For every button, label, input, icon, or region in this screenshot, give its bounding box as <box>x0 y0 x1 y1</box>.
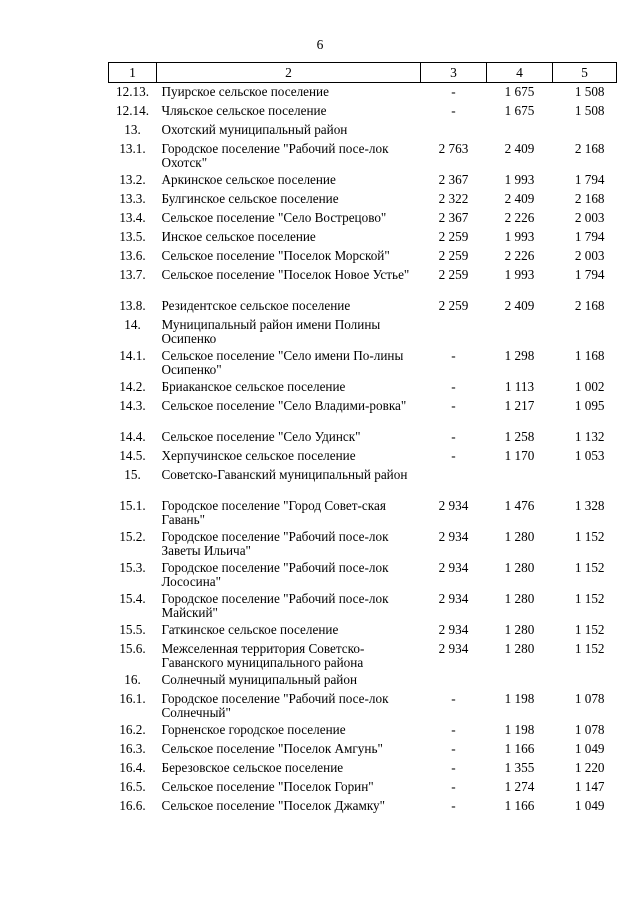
table-row <box>109 209 617 228</box>
row-col-4 <box>487 466 553 497</box>
table-row <box>109 797 617 816</box>
row-name: Горненское городское поселение <box>161 722 346 737</box>
row-col-5: 1 152 <box>574 560 605 575</box>
row-col-4: 1 217 <box>504 398 535 413</box>
row-col-5: 1 053 <box>574 448 605 463</box>
row-col-3: - <box>451 798 456 813</box>
row-col-4: 1 280 <box>504 591 535 606</box>
row-name: Городское поселение "Рабочий посе-лок Заветы Ильича" <box>161 529 389 558</box>
table-row <box>109 171 617 190</box>
row-col-5: 1 152 <box>574 622 605 637</box>
row-col-3: 2 259 <box>438 229 469 244</box>
table-row <box>109 740 617 759</box>
row-col-4: 1 993 <box>504 172 535 187</box>
row-number: 13.3. <box>119 191 146 206</box>
header-col-5: 5 <box>553 63 617 83</box>
row-number: 12.13. <box>116 84 149 99</box>
row-number: 14.2. <box>119 379 146 394</box>
row-number: 13.4. <box>119 210 146 225</box>
row-col-4: 1 298 <box>504 348 535 363</box>
table-row <box>109 121 617 140</box>
row-col-4: 1 280 <box>504 622 535 637</box>
table-row <box>109 266 617 297</box>
row-col-5: 1 152 <box>574 641 605 656</box>
row-col-5 <box>553 466 617 497</box>
table-row <box>109 428 617 447</box>
row-col-5: 1 168 <box>574 348 605 363</box>
row-col-3 <box>421 316 487 347</box>
row-col-3: 2 934 <box>438 560 469 575</box>
row-col-3: 2 934 <box>438 498 469 513</box>
row-name: Сельское поселение "Село Владими-ровка" <box>161 398 407 413</box>
row-name: Охотский муниципальный район <box>161 122 348 137</box>
row-col-3: 2 322 <box>438 191 469 206</box>
row-name: Муниципальный район имени Полины Осипенко <box>161 317 381 346</box>
row-name: Резидентское сельское поселение <box>161 298 351 313</box>
row-col-4: 1 675 <box>504 84 535 99</box>
row-col-4: 1 166 <box>504 741 535 756</box>
row-col-5: 2 003 <box>574 210 605 225</box>
row-col-3 <box>421 121 487 140</box>
row-name: Городское поселение "Рабочий посе-лок Солнечный" <box>161 691 389 720</box>
row-col-3: - <box>451 103 456 118</box>
row-col-5: 1 152 <box>574 529 605 544</box>
row-number: 14.4. <box>119 429 146 444</box>
row-name: Инское сельское поселение <box>161 229 316 244</box>
row-number: 14.3. <box>119 398 146 413</box>
row-col-5: 1 002 <box>574 379 605 394</box>
row-col-4: 1 476 <box>504 498 535 513</box>
row-col-4: 1 355 <box>504 760 535 775</box>
row-col-4 <box>487 121 553 140</box>
row-name: Городское поселение "Рабочий посе-лок Майский" <box>161 591 389 620</box>
row-col-5: 1 147 <box>574 779 605 794</box>
table-row <box>109 83 617 103</box>
row-col-3: - <box>451 379 456 394</box>
header-col-1: 1 <box>109 63 157 83</box>
table-row <box>109 397 617 428</box>
row-name: Городское поселение "Рабочий посе-лок Охотск" <box>161 141 389 170</box>
row-number: 16.2. <box>119 722 146 737</box>
row-number: 13.2. <box>119 172 146 187</box>
row-col-3: - <box>451 398 456 413</box>
row-name: Городское поселение "Город Совет-ская Гавань" <box>161 498 386 527</box>
table-row <box>109 140 617 171</box>
row-number: 15.6. <box>119 641 146 656</box>
row-col-5: 2 168 <box>574 298 605 313</box>
row-number: 13.7. <box>119 267 146 282</box>
row-name: Гаткинское сельское поселение <box>161 622 339 637</box>
row-col-3: - <box>451 722 456 737</box>
row-name: Аркинское сельское поселение <box>161 172 336 187</box>
row-col-5: 1 328 <box>574 498 605 513</box>
row-col-5: 1 508 <box>574 84 605 99</box>
row-col-5: 1 049 <box>574 798 605 813</box>
row-col-3: 2 259 <box>438 298 469 313</box>
header-col-3: 3 <box>421 63 487 83</box>
table-row <box>109 190 617 209</box>
row-name: Сельское поселение "Поселок Амгунь" <box>161 741 383 756</box>
table-row <box>109 778 617 797</box>
row-col-5: 1 794 <box>574 229 605 244</box>
row-number: 15.2. <box>119 529 146 544</box>
row-col-4: 2 409 <box>504 298 535 313</box>
row-col-4: 1 113 <box>504 379 535 394</box>
row-number: 15.4. <box>119 591 146 606</box>
row-number: 16.4. <box>119 760 146 775</box>
table-row <box>109 297 617 316</box>
row-col-4: 1 280 <box>504 641 535 656</box>
row-number: 16.6. <box>119 798 146 813</box>
row-col-4: 1 170 <box>504 448 535 463</box>
table-row <box>109 347 617 378</box>
row-number: 16.1. <box>119 691 146 706</box>
row-number: 12.14. <box>116 103 149 118</box>
row-name: Сельское поселение "Село Вострецово" <box>161 210 387 225</box>
row-number: 15.1. <box>119 498 146 513</box>
row-col-5: 1 794 <box>574 267 605 282</box>
row-name: Сельское поселение "Село Удинск" <box>161 429 361 444</box>
header-col-2: 2 <box>157 63 421 83</box>
row-col-3: 2 367 <box>438 172 469 187</box>
row-name: Городское поселение "Рабочий посе-лок Лососина" <box>161 560 389 589</box>
row-name: Бриаканское сельское поселение <box>161 379 346 394</box>
row-col-5: 1 095 <box>574 398 605 413</box>
table-row <box>109 590 617 621</box>
row-col-4 <box>487 671 553 690</box>
row-number: 15.5. <box>119 622 146 637</box>
row-name: Солнечный муниципальный район <box>161 672 358 687</box>
table-row <box>109 316 617 347</box>
row-name: Межселенная территория Советско-Гаванского муниципального района <box>161 641 365 670</box>
row-name: Сельское поселение "Поселок Новое Устье" <box>161 267 410 282</box>
row-number: 13.6. <box>119 248 146 263</box>
row-name: Пуирское сельское поселение <box>161 84 329 99</box>
row-col-3: 2 367 <box>438 210 469 225</box>
table-row <box>109 671 617 690</box>
row-number: 14.5. <box>119 448 146 463</box>
row-col-3: - <box>451 448 456 463</box>
table-row <box>109 102 617 121</box>
header-col-4: 4 <box>487 63 553 83</box>
table-row <box>109 640 617 671</box>
row-col-5 <box>553 121 617 140</box>
table-row <box>109 378 617 397</box>
table-body <box>109 83 617 817</box>
row-col-3: 2 259 <box>438 267 469 282</box>
table-row <box>109 447 617 466</box>
row-col-5: 2 168 <box>574 191 605 206</box>
table-row <box>109 559 617 590</box>
row-name: Херпучинское сельское поселение <box>161 448 356 463</box>
table-row <box>109 497 617 528</box>
tariff-table <box>108 62 617 816</box>
row-col-3: 2 763 <box>438 141 469 156</box>
row-col-3: - <box>451 741 456 756</box>
row-col-5: 1 078 <box>574 722 605 737</box>
row-number: 16.5. <box>119 779 146 794</box>
row-col-5: 1 132 <box>574 429 605 444</box>
row-col-4: 1 675 <box>504 103 535 118</box>
row-col-4 <box>487 316 553 347</box>
row-number: 14.1. <box>119 348 146 363</box>
row-col-4: 2 226 <box>504 210 535 225</box>
row-name: Сельское поселение "Поселок Горин" <box>161 779 374 794</box>
row-name: Советско-Гаванский муниципальный район <box>161 467 408 482</box>
row-col-4: 1 993 <box>504 229 535 244</box>
table-header <box>109 63 617 83</box>
row-col-3: - <box>451 429 456 444</box>
row-col-5: 2 003 <box>574 248 605 263</box>
row-col-4: 1 274 <box>504 779 535 794</box>
row-col-4: 1 258 <box>504 429 535 444</box>
table-row <box>109 228 617 247</box>
table-row <box>109 247 617 266</box>
row-col-3: - <box>451 348 456 363</box>
row-col-3: 2 934 <box>438 641 469 656</box>
row-col-3: - <box>451 779 456 794</box>
row-col-5: 1 220 <box>574 760 605 775</box>
row-name: Сельское поселение "Поселок Джамку" <box>161 798 386 813</box>
row-name: Сельское поселение "Село имени По-лины Осипенко" <box>161 348 404 377</box>
row-col-3 <box>421 671 487 690</box>
row-number: 13.1. <box>119 141 146 156</box>
table-row <box>109 621 617 640</box>
table-row <box>109 690 617 721</box>
row-col-3: - <box>451 691 456 706</box>
row-number: 13.5. <box>119 229 146 244</box>
row-number: 15.3. <box>119 560 146 575</box>
row-col-4: 2 409 <box>504 141 535 156</box>
row-name: Чляьское сельское поселение <box>161 103 327 118</box>
row-col-3: 2 934 <box>438 622 469 637</box>
table-row <box>109 721 617 740</box>
row-col-3: - <box>451 760 456 775</box>
row-number: 16. <box>124 672 141 687</box>
row-col-5: 2 168 <box>574 141 605 156</box>
row-col-5: 1 508 <box>574 103 605 118</box>
row-col-3 <box>421 466 487 497</box>
row-number: 14. <box>124 317 141 332</box>
table-row <box>109 759 617 778</box>
row-col-3: 2 259 <box>438 248 469 263</box>
row-number: 13.8. <box>119 298 146 313</box>
row-col-5 <box>553 671 617 690</box>
row-number: 15. <box>124 467 141 482</box>
row-name: Березовское сельское поселение <box>161 760 344 775</box>
row-name: Булгинское сельское поселение <box>161 191 339 206</box>
row-number: 16.3. <box>119 741 146 756</box>
row-col-5: 1 049 <box>574 741 605 756</box>
row-col-3: 2 934 <box>438 591 469 606</box>
table-row <box>109 466 617 497</box>
page-number: 6 <box>316 37 324 52</box>
row-col-4: 2 226 <box>504 248 535 263</box>
row-col-4: 1 993 <box>504 267 535 282</box>
row-col-3: 2 934 <box>438 529 469 544</box>
row-col-3: - <box>451 84 456 99</box>
row-col-4: 2 409 <box>504 191 535 206</box>
row-col-5 <box>553 316 617 347</box>
row-col-5: 1 794 <box>574 172 605 187</box>
table-row <box>109 528 617 559</box>
row-col-5: 1 152 <box>574 591 605 606</box>
row-col-4: 1 198 <box>504 691 535 706</box>
row-col-4: 1 166 <box>504 798 535 813</box>
row-col-4: 1 198 <box>504 722 535 737</box>
row-col-4: 1 280 <box>504 529 535 544</box>
row-number: 13. <box>124 122 141 137</box>
row-col-5: 1 078 <box>574 691 605 706</box>
row-name: Сельское поселение "Поселок Морской" <box>161 248 390 263</box>
row-col-4: 1 280 <box>504 560 535 575</box>
